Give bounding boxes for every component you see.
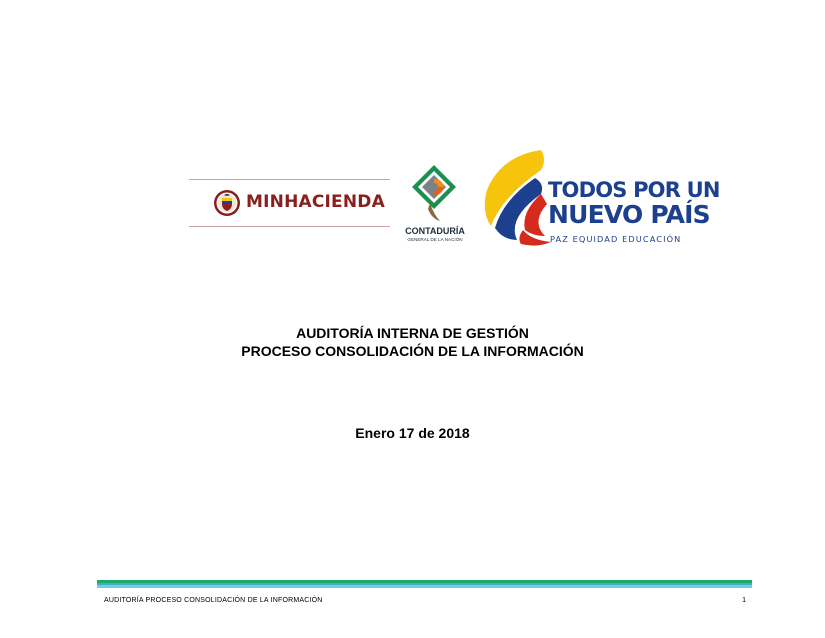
contaduria-logo xyxy=(400,165,470,255)
document-title xyxy=(0,324,825,360)
title-line-2: PROCESO CONSOLIDACIÓN DE LA INFORMACIÓN xyxy=(241,343,584,359)
todos-por-un-nuevo-pais-logo xyxy=(481,148,720,254)
document-date: Enero 17 de 2018 xyxy=(355,425,470,441)
contaduria-name: CONTADURÍA xyxy=(405,226,465,236)
footer-color-bar xyxy=(97,580,752,589)
footer-text: AUDITORÍA PROCESO CONSOLIDACIÓN DE LA INFORMACIÓN xyxy=(104,597,323,604)
minhacienda-wordmark: MINHACIENDA xyxy=(246,192,385,212)
footer-band-light-blue xyxy=(97,585,752,588)
page-number: 1 xyxy=(742,597,746,604)
title-line-1: AUDITORÍA INTERNA DE GESTIÓN xyxy=(296,325,529,341)
campaign-line-2: NUEVO PAÍS xyxy=(548,200,710,229)
campaign-line-1: TODOS POR UN xyxy=(548,178,720,202)
contaduria-subtitle: GENERAL DE LA NACIÓN xyxy=(407,237,463,242)
campaign-tagline: PAZ EQUIDAD EDUCACIÓN xyxy=(550,234,682,244)
minhacienda-logo xyxy=(189,179,390,227)
coat-of-arms-seal-icon xyxy=(213,189,241,217)
colombia-flag-swoosh-icon xyxy=(481,148,553,252)
contaduria-emblem-icon xyxy=(412,165,456,225)
